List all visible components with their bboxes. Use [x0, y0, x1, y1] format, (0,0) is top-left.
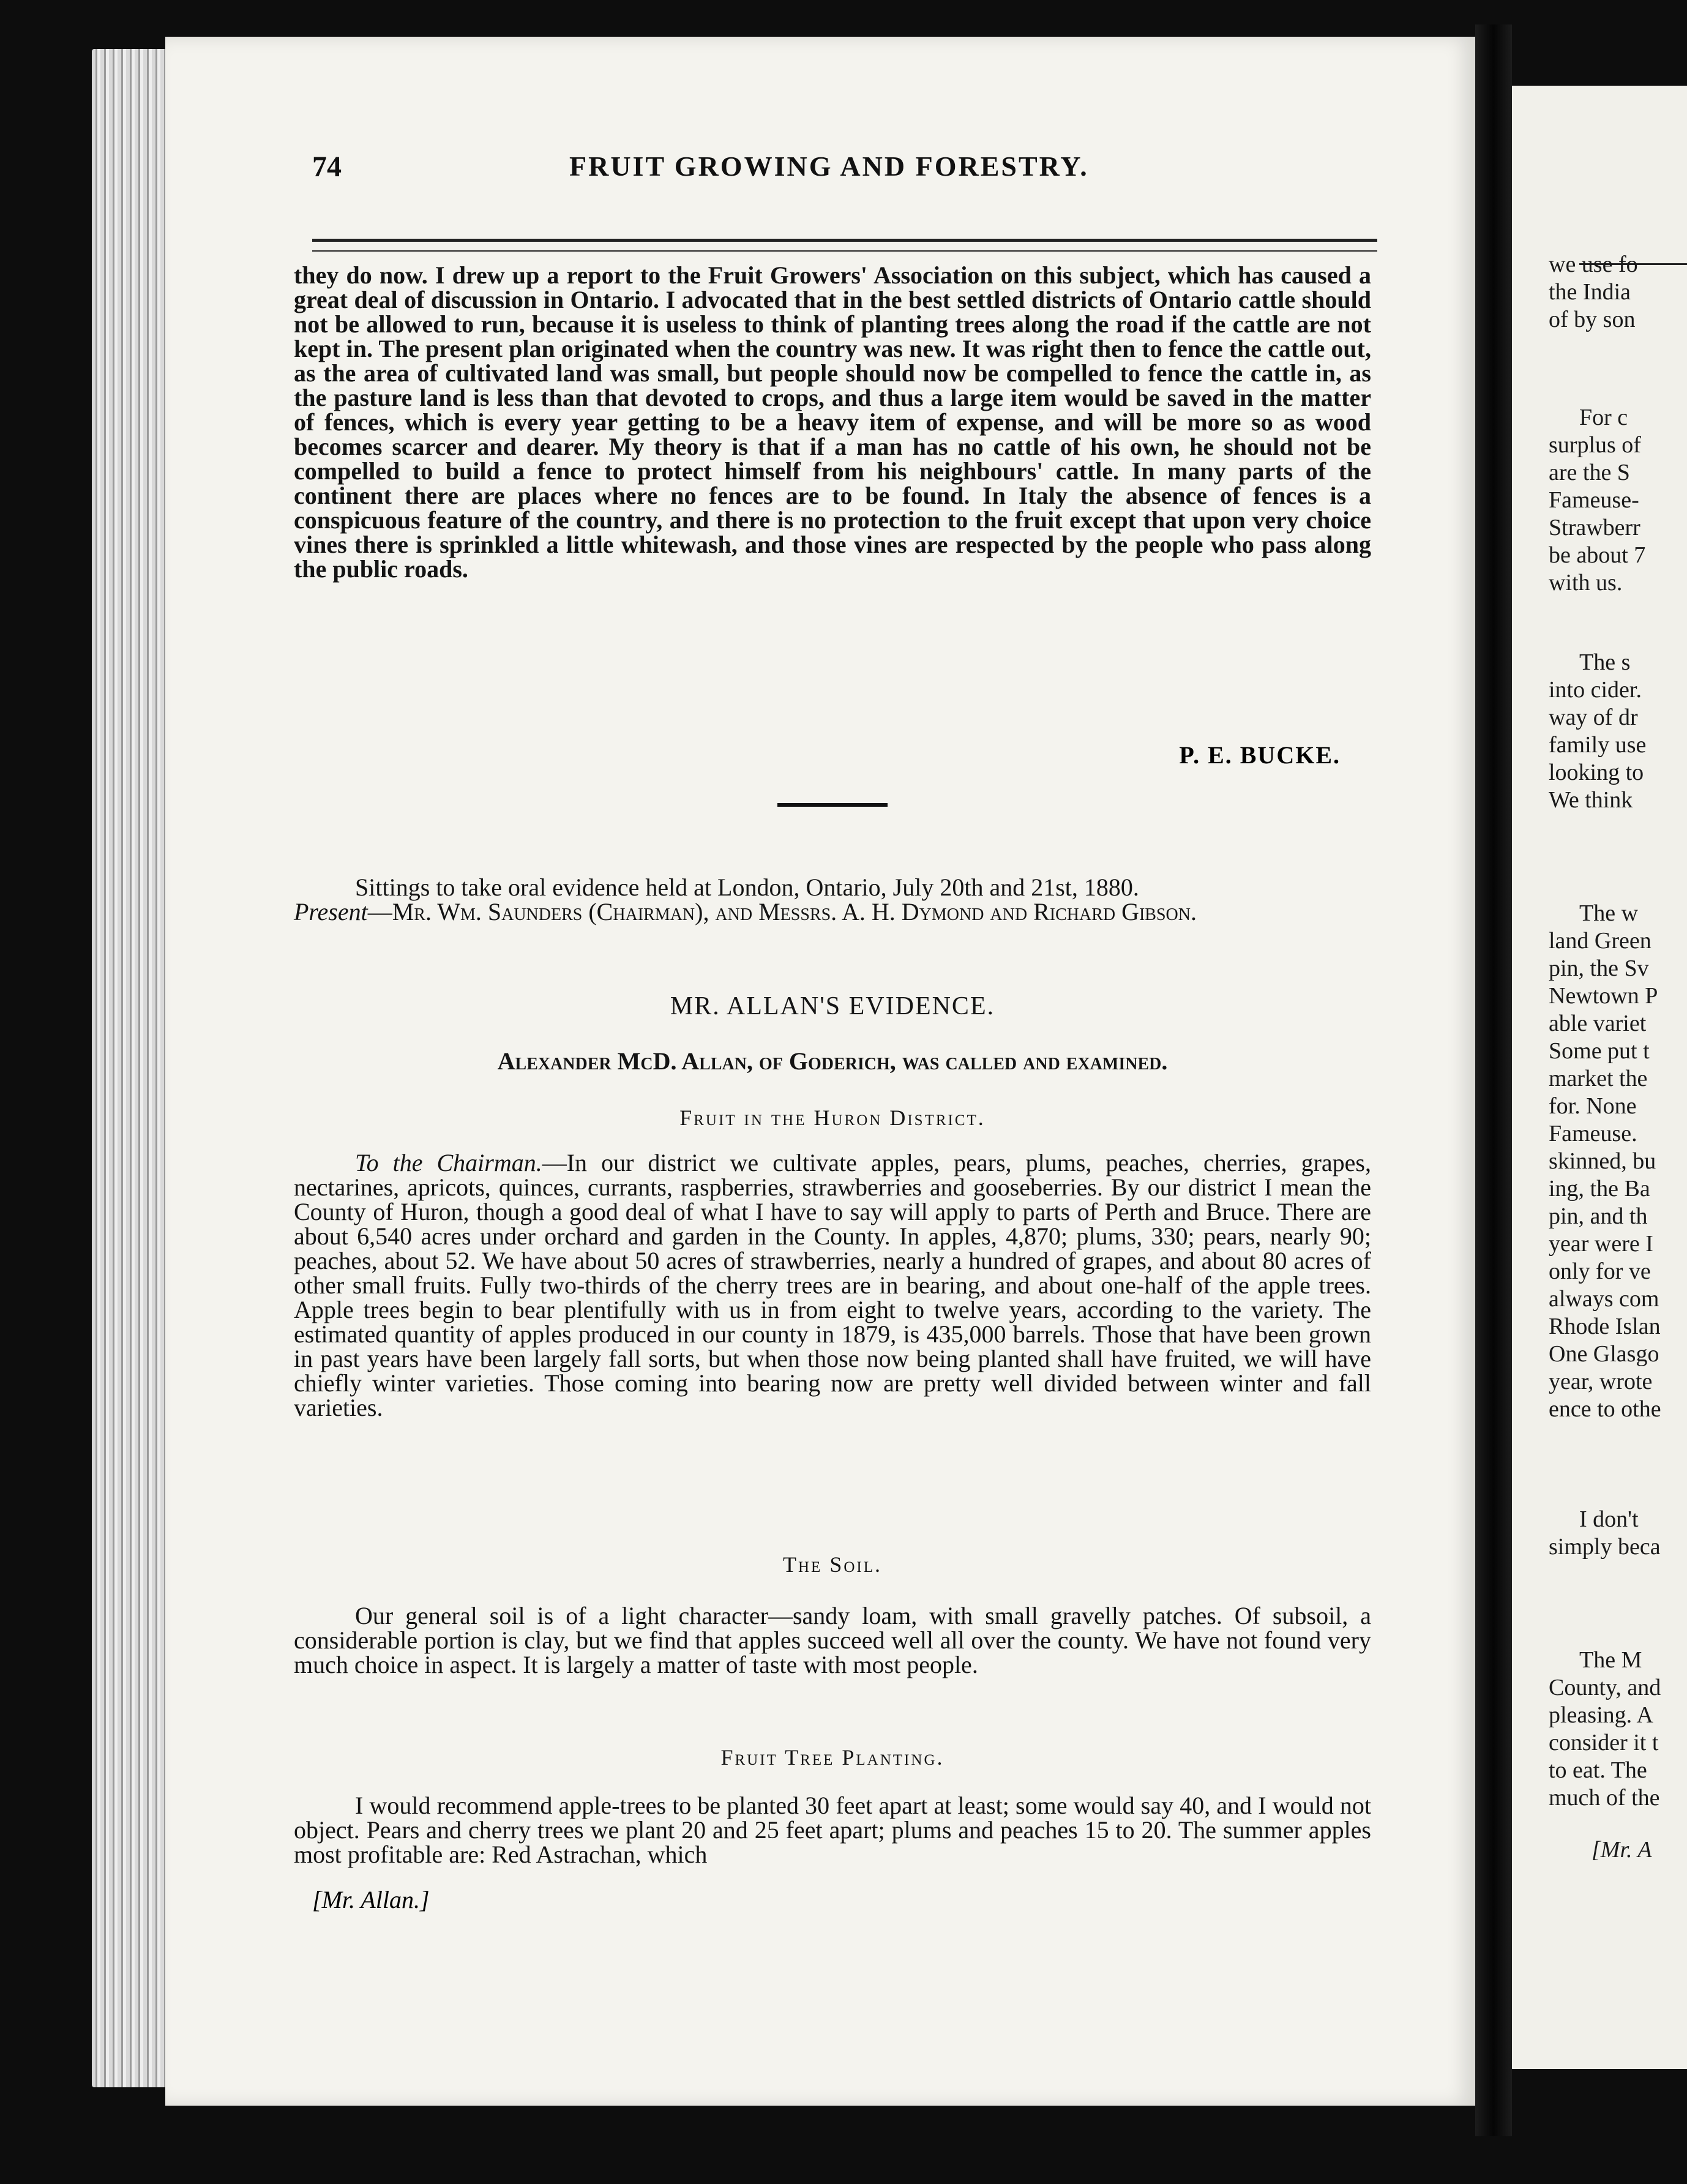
right-page-line: land Green [1549, 928, 1651, 954]
right-page-line: One Glasgo [1549, 1341, 1659, 1367]
speaker-tag: [Mr. Allan.] [312, 1886, 430, 1913]
right-page-line: consider it t [1549, 1730, 1659, 1756]
right-page-line: family use [1549, 732, 1647, 758]
right-page-line: pin, and th [1549, 1203, 1648, 1229]
right-page-line: ence to othe [1549, 1396, 1661, 1422]
left-page [165, 37, 1475, 2106]
right-page-line: skinned, bu [1549, 1148, 1656, 1174]
right-page-line: [Mr. A [1592, 1837, 1652, 1863]
right-page-line: be about 7 [1549, 542, 1646, 568]
right-page-line: The s [1579, 649, 1631, 675]
right-page-line: The M [1579, 1647, 1642, 1673]
right-page-line: only for ve [1549, 1258, 1651, 1284]
witness-line: Alexander McD. Allan, of Goderich, was called and examined. [497, 1047, 1168, 1075]
intro-paragraph-block [294, 263, 1371, 582]
right-page-line: able variet [1549, 1011, 1647, 1036]
right-page-line: Rhode Islan [1549, 1314, 1661, 1339]
section-soil-body [294, 1604, 1371, 1677]
right-page-line: with us. [1549, 570, 1623, 596]
right-page [1512, 86, 1687, 2069]
book-page-edges [92, 49, 171, 2087]
section-planting-paragraph: I would recommend apple-trees to be planted 30 feet apart at least; some would say 40, and I would not object. Pears and cherry trees we plant 20 and 25 feet apart; plums and peaches 15 to 20. The summer apples most profitable are: Red Astrachan, which [294, 1792, 1371, 1868]
evidence-heading: MR. ALLAN'S EVIDENCE. [670, 992, 995, 1020]
right-page-line: into cider. [1549, 677, 1642, 703]
right-page-line: to eat. The [1549, 1757, 1647, 1783]
right-page-line: Some put t [1549, 1038, 1650, 1064]
right-page-line: Newtown P [1549, 983, 1658, 1009]
right-page-line: We think [1549, 787, 1633, 813]
right-page-line: Fameuse. [1549, 1121, 1637, 1146]
right-page-line: looking to [1549, 760, 1644, 785]
signature: P. E. BUCKE. [1179, 741, 1341, 769]
right-page-line: the India [1549, 279, 1631, 305]
right-page-line: Fameuse- [1549, 487, 1639, 513]
sittings-line: Sittings to take oral evidence held at London, Ontario, July 20th and 21st, 1880. [355, 873, 1139, 901]
section-heading-planting: Fruit Tree Planting. [720, 1745, 944, 1770]
section-huron-body [294, 1151, 1371, 1420]
present-text: —Mr. Wm. Saunders (Chairman), and Messrs. A. H. Dymond and Richard Gibson. [367, 898, 1197, 926]
section-huron-lead: To the Chairman. [355, 1149, 542, 1176]
book-gutter [1475, 24, 1512, 2136]
section-soil-paragraph: Our general soil is of a light character—sandy loam, with small gravelly patches. Of subsoil, a considerable portion is clay, but we find that apples succeed well all over the county. We have not found very much choice in aspect. It is largely a matter of taste with most people. [294, 1602, 1371, 1678]
right-page-line: year were I [1549, 1231, 1653, 1257]
section-planting-body [294, 1793, 1371, 1867]
present-label: Present [294, 898, 368, 926]
section-divider [777, 803, 888, 807]
page-number: 74 [312, 151, 342, 183]
right-page-line: County, and [1549, 1675, 1661, 1700]
intro-paragraph: they do now. I drew up a report to the Fruit Growers' Association on this subject, which has caused a great deal of discussion in Ontario. I advocated that in the best settled districts of Ontario cattle should not be allowed to run, because it is useless to think of planting trees along the road if the cattle are not kept in. The present plan originated when the country was new. It was right then to fence the cattle out, as the area of cultivated land was small, but people should now be compelled to fence the cattle in, as the pasture land is less than that devoted to crops, and thus a large item would be saved in the matter of fences, which is every year getting to be a heavy item of expense, and will be more so as wood becomes scarcer and dearer. My theory is that if a man has no cattle of his own, he should not be compelled to build a fence to protect himself from his neighbours' cattle. In many parts of the continent there are places where no fences are to be found. In Italy the absence of fences is a conspicuous feature of the country, and there is no protection to the fruit except that upon very choice vines there is sprinkled a little whitewash, and those vines are respected by the people who pass along the public roads. [294, 261, 1371, 583]
sittings-block [294, 875, 1371, 924]
right-page-line: ing, the Ba [1549, 1176, 1650, 1202]
right-page-line: always com [1549, 1286, 1659, 1312]
right-page-line: The w [1579, 900, 1639, 926]
right-page-line: pin, the Sv [1549, 956, 1649, 981]
present-line [294, 900, 1371, 924]
section-huron-text: —In our district we cultivate apples, pears, plums, peaches, cherries, grapes, nectarines, apricots, quinces, currants, raspberries, strawberries and gooseberries. By our district I mean the County of Huron, though a good deal of what I have to say will apply to parts of Perth and Bruce. There are about 6,540 acres under orchard and garden in the County. In apples, 4,870; plums, 330; pears, nearly 90; peaches, about 52. We have about 50 acres of strawberries, nearly a hundred of grapes, and about 80 acres of other small fruits. Fully two-thirds of the cherry trees are in bearing, and about one-half of the apple trees. Apple trees begin to bear plentifully with us in from eight to twelve years, according to the variety. The estimated quantity of apples produced in our county in 1879, is 435,000 barrels. Those that have been grown in past years have been largely fall sorts, but when those now being planted shall have fruited, we will have chiefly winter varieties. Those coming into bearing now are pretty well divided between winter and fall varieties. [294, 1149, 1371, 1421]
right-page-line: surplus of [1549, 432, 1641, 458]
section-heading-soil: The Soil. [783, 1552, 882, 1577]
right-page-line: way of dr [1549, 705, 1638, 730]
right-page-line: For c [1579, 405, 1628, 430]
page-header [312, 150, 1383, 199]
right-page-line: for. None [1549, 1093, 1637, 1119]
right-page-line: I don't [1579, 1506, 1639, 1532]
right-page-line: much of the [1549, 1785, 1660, 1811]
right-page-line: pleasing. A [1549, 1702, 1653, 1728]
right-page-line: Strawberr [1549, 515, 1640, 540]
right-page-line: market the [1549, 1066, 1648, 1091]
right-page-line: year, wrote [1549, 1369, 1653, 1394]
section-heading-huron: Fruit in the Huron District. [679, 1105, 986, 1130]
right-page-line: simply beca [1549, 1534, 1661, 1560]
right-page-line: of by son [1549, 307, 1636, 332]
right-page-line: we use fo [1549, 252, 1638, 277]
right-page-line: are the S [1549, 460, 1630, 485]
header-rule [312, 239, 1377, 252]
running-title: FRUIT GROWING AND FORESTRY. [569, 151, 1089, 182]
section-huron-paragraph [294, 1151, 1371, 1420]
